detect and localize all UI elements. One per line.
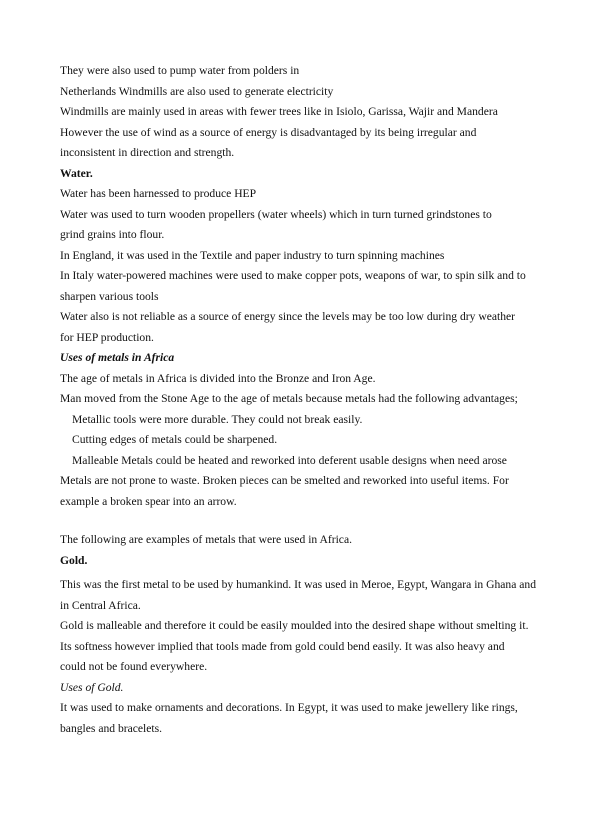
document-page	[60, 61, 560, 739]
paragraph-water-italy: In Italy water-powered machines were used to make copper pots, weapons of war, to spin silk and to	[60, 269, 526, 282]
heading-uses-of-metals: Uses of metals in Africa	[60, 351, 175, 364]
heading-uses-of-gold: Uses of Gold.	[60, 680, 124, 694]
paragraph-metal-waste-cont: example a broken spear into an arrow.	[60, 494, 237, 508]
paragraph-water-england: In England, it was used in the Textile and paper industry to turn spinning machines	[60, 248, 445, 262]
paragraph-water-reliability: Water also is not reliable as a source of energy since the levels may be too low during dry weather	[60, 310, 516, 323]
list-item-advantage: Metallic tools were more durable. They could not break easily.	[72, 412, 363, 426]
paragraph-gold-softness: Its softness however implied that tools made from gold could bend easily. It was also heavy and	[60, 639, 505, 653]
paragraph-windmills-areas: Windmills are mainly used in areas with fewer trees like in Isiolo, Garissa, Wajir and Mandera	[60, 105, 498, 118]
paragraph-gold-uses: It was used to make ornaments and decorations. In Egypt, it was used to make jewellery like rings,	[60, 701, 518, 714]
paragraph-metal-examples-intro: The following are examples of metals that were used in Africa.	[60, 533, 352, 546]
paragraph-metal-ages: The age of metals in Africa is divided into the Bronze and Iron Age.	[60, 371, 376, 385]
paragraph-metal-waste: Metals are not prone to waste. Broken pieces can be smelted and reworked into useful items. For	[60, 474, 509, 487]
paragraph-gold-first-cont: in Central Africa.	[60, 598, 141, 612]
paragraph-gold-softness-cont: could not be found everywhere.	[60, 660, 208, 673]
paragraph-gold-malleable: Gold is malleable and therefore it could be easily moulded into the desired shape without smelting it.	[60, 619, 529, 632]
paragraph-metal-advantages-intro: Man moved from the Stone Age to the age of metals because metals had the following advantages;	[60, 392, 518, 405]
paragraph-windmills-electricity: Netherlands Windmills are also used to generate electricity	[60, 84, 334, 98]
paragraph-wind-disadvantage: However the use of wind as a source of energy is disadvantaged by its being irregular and	[60, 125, 477, 139]
heading-gold: Gold.	[60, 553, 88, 567]
paragraph-water-reliability-cont: for HEP production.	[60, 330, 154, 344]
paragraph-windmills-polders: They were also used to pump water from polders in	[60, 64, 300, 77]
paragraph-water-wheels-cont: grind grains into flour.	[60, 228, 165, 241]
paragraph-water-wheels: Water was used to turn wooden propellers (water wheels) which in turn turned grindstones to	[60, 207, 492, 221]
paragraph-water-hep: Water has been harnessed to produce HEP	[60, 187, 257, 200]
list-item-advantage: Cutting edges of metals could be sharpened.	[72, 433, 278, 446]
list-item-advantage: Malleable Metals could be heated and reworked into deferent usable designs when need arose	[72, 453, 507, 467]
paragraph-wind-disadvantage-cont: inconsistent in direction and strength.	[60, 146, 235, 159]
heading-water: Water.	[60, 166, 93, 180]
paragraph-water-italy-cont: sharpen various tools	[60, 289, 159, 303]
paragraph-gold-uses-cont: bangles and bracelets.	[60, 721, 163, 735]
paragraph-gold-first: This was the first metal to be used by humankind. It was used in Meroe, Egypt, Wangara in Ghana and	[60, 578, 537, 591]
